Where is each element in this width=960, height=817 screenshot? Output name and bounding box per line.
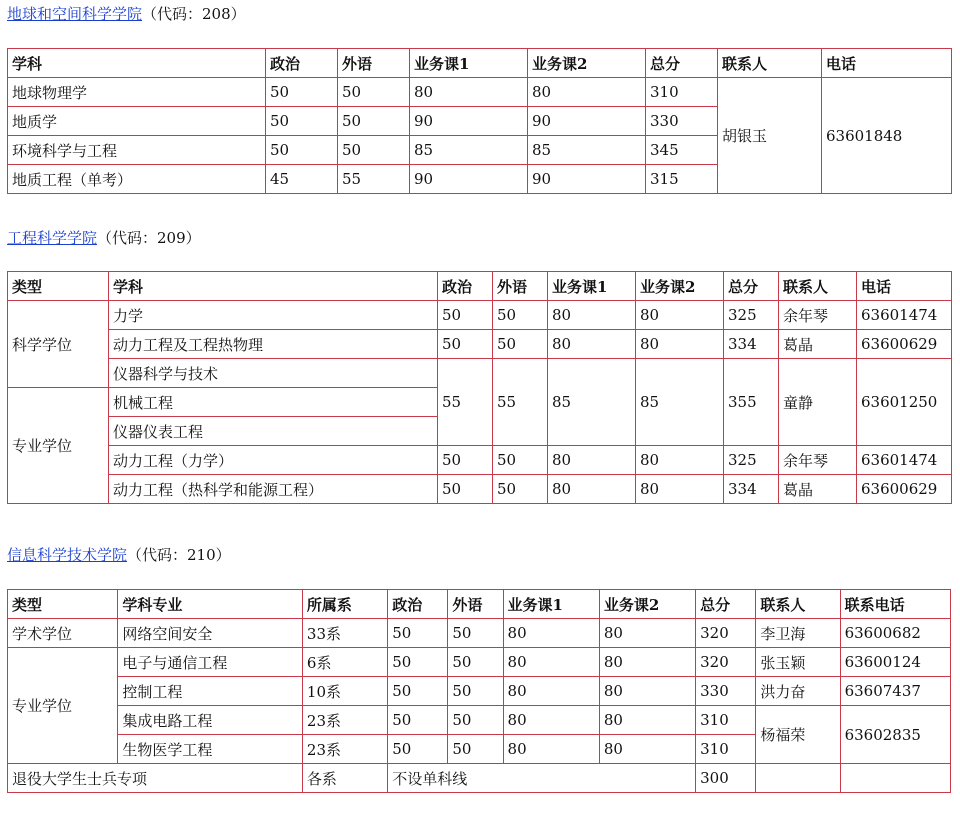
section-title-208: [7, 4, 246, 24]
phone-cell-empty: [840, 764, 950, 793]
course1-cell: 80: [548, 475, 636, 504]
subject-cell: 动力工程（力学）: [109, 446, 438, 475]
contact-cell: 葛晶: [779, 330, 857, 359]
table-row: [8, 78, 952, 107]
phone-cell: 63601848: [822, 78, 952, 194]
header-cell: 类型: [8, 590, 118, 619]
contact-cell: 杨福荣: [756, 706, 840, 764]
course2-cell: 90: [528, 107, 646, 136]
contact-cell: 童静: [779, 359, 857, 446]
header-cell: 业务课1: [410, 49, 528, 78]
type-cell: 专业学位: [8, 388, 109, 504]
course1-cell: 90: [410, 107, 528, 136]
phone-cell: 63600124: [840, 648, 950, 677]
type-cell: 科学学位: [8, 301, 109, 388]
header-cell: 联系人: [718, 49, 822, 78]
foreign-cell: 50: [448, 648, 503, 677]
total-cell: 355: [724, 359, 779, 446]
subject-cell: 地质工程（单考）: [8, 165, 266, 194]
politics-cell: 50: [266, 107, 338, 136]
header-cell: 政治: [266, 49, 338, 78]
contact-cell: 余年琴: [779, 446, 857, 475]
table-row: [8, 706, 951, 735]
phone-cell: 63600682: [840, 619, 950, 648]
politics-cell: 50: [266, 78, 338, 107]
total-cell: 320: [696, 619, 756, 648]
table-row: [8, 619, 951, 648]
course1-cell: 85: [548, 359, 636, 446]
politics-cell: 50: [438, 330, 493, 359]
politics-cell: 50: [388, 677, 448, 706]
politics-cell: 55: [438, 359, 493, 446]
score-table-209: [7, 271, 952, 504]
phone-cell: 63607437: [840, 677, 950, 706]
type-cell: 学术学位: [8, 619, 118, 648]
foreign-cell: 50: [448, 619, 503, 648]
subject-cell: 电子与通信工程: [118, 648, 303, 677]
foreign-cell: 50: [338, 107, 410, 136]
course1-cell: 90: [410, 165, 528, 194]
course2-cell: 80: [599, 648, 695, 677]
politics-cell: 50: [438, 446, 493, 475]
subject-cell: 集成电路工程: [118, 706, 303, 735]
dept-cell: 6系: [302, 648, 387, 677]
course2-cell: 90: [528, 165, 646, 194]
subject-cell: 环境科学与工程: [8, 136, 266, 165]
politics-cell: 50: [266, 136, 338, 165]
contact-cell: 余年琴: [779, 301, 857, 330]
header-cell: 业务课2: [528, 49, 646, 78]
contact-cell: 李卫海: [756, 619, 840, 648]
type-cell: 专业学位: [8, 648, 118, 764]
header-cell: 电话: [822, 49, 952, 78]
dept-cell: 23系: [302, 735, 387, 764]
foreign-cell: 50: [338, 78, 410, 107]
total-cell: 334: [724, 475, 779, 504]
header-cell: 业务课1: [548, 272, 636, 301]
college-link-210[interactable]: 信息科学技术学院: [7, 546, 128, 564]
table-header-row: [8, 49, 952, 78]
table-row: [8, 446, 952, 475]
foreign-cell: 50: [448, 677, 503, 706]
phone-cell: 63602835: [840, 706, 950, 764]
course1-cell: 85: [410, 136, 528, 165]
course1-cell: 80: [503, 677, 599, 706]
total-cell: 310: [696, 706, 756, 735]
subject-cell: 仪器仪表工程: [109, 417, 438, 446]
total-cell: 315: [646, 165, 718, 194]
header-cell: 业务课2: [599, 590, 695, 619]
header-cell: 外语: [338, 49, 410, 78]
course1-cell: 80: [548, 446, 636, 475]
college-link-208[interactable]: 地球和空间科学学院: [7, 5, 143, 23]
foreign-cell: 50: [448, 735, 503, 764]
phone-cell: 63601474: [857, 446, 952, 475]
course2-cell: 80: [636, 301, 724, 330]
header-cell: 政治: [438, 272, 493, 301]
table-row: [8, 475, 952, 504]
course1-cell: 80: [503, 648, 599, 677]
score-table-208: [7, 48, 952, 194]
total-cell: 300: [696, 764, 756, 793]
header-cell: 政治: [388, 590, 448, 619]
header-cell: 总分: [646, 49, 718, 78]
politics-cell: 50: [438, 475, 493, 504]
college-link-209[interactable]: 工程科学学院: [7, 229, 98, 247]
politics-cell: 50: [438, 301, 493, 330]
subject-cell: 仪器科学与技术: [109, 359, 438, 388]
foreign-cell: 50: [493, 446, 548, 475]
header-cell: 业务课2: [636, 272, 724, 301]
subject-cell: 动力工程及工程热物理: [109, 330, 438, 359]
foreign-cell: 50: [448, 706, 503, 735]
politics-cell: 50: [388, 706, 448, 735]
phone-cell: 63601474: [857, 301, 952, 330]
header-cell: 所属系: [302, 590, 387, 619]
header-cell: 联系电话: [840, 590, 950, 619]
subject-cell: 生物医学工程: [118, 735, 303, 764]
politics-cell: 50: [388, 735, 448, 764]
contact-cell: 张玉颖: [756, 648, 840, 677]
dept-cell: 10系: [302, 677, 387, 706]
foreign-cell: 50: [338, 136, 410, 165]
course1-cell: 80: [503, 619, 599, 648]
college-code-208: （代码：208）: [142, 5, 246, 23]
table-row: [8, 301, 952, 330]
foreign-cell: 50: [493, 301, 548, 330]
phone-cell: 63600629: [857, 330, 952, 359]
contact-cell: 葛晶: [779, 475, 857, 504]
subject-cell: 机械工程: [109, 388, 438, 417]
total-cell: 334: [724, 330, 779, 359]
course2-cell: 80: [636, 475, 724, 504]
course1-cell: 80: [548, 301, 636, 330]
header-cell: 联系人: [756, 590, 840, 619]
table-row: [8, 330, 952, 359]
dept-cell: 33系: [302, 619, 387, 648]
table-header-row: [8, 590, 951, 619]
course1-cell: 80: [503, 706, 599, 735]
foreign-cell: 50: [493, 330, 548, 359]
foreign-cell: 50: [493, 475, 548, 504]
course2-cell: 80: [599, 677, 695, 706]
course2-cell: 85: [636, 359, 724, 446]
contact-cell-empty: [756, 764, 840, 793]
subject-cell: 地质学: [8, 107, 266, 136]
foreign-cell: 55: [493, 359, 548, 446]
contact-cell: 洪力奋: [756, 677, 840, 706]
politics-cell: 50: [388, 648, 448, 677]
course2-cell: 80: [636, 330, 724, 359]
header-cell: 外语: [448, 590, 503, 619]
header-cell: 外语: [493, 272, 548, 301]
course1-cell: 80: [503, 735, 599, 764]
course2-cell: 80: [636, 446, 724, 475]
total-cell: 325: [724, 301, 779, 330]
total-cell: 310: [696, 735, 756, 764]
politics-cell: 50: [388, 619, 448, 648]
section-title-210: [7, 545, 231, 565]
course1-cell: 80: [410, 78, 528, 107]
header-cell: 联系人: [779, 272, 857, 301]
phone-cell: 63600629: [857, 475, 952, 504]
dept-cell: 23系: [302, 706, 387, 735]
header-cell: 业务课1: [503, 590, 599, 619]
dept-cell: 各系: [302, 764, 387, 793]
course2-cell: 80: [528, 78, 646, 107]
total-cell: 330: [646, 107, 718, 136]
foreign-cell: 55: [338, 165, 410, 194]
course2-cell: 80: [599, 706, 695, 735]
total-cell: 345: [646, 136, 718, 165]
course2-cell: 80: [599, 735, 695, 764]
politics-cell: 45: [266, 165, 338, 194]
total-cell: 320: [696, 648, 756, 677]
table-row: [8, 677, 951, 706]
course2-cell: 85: [528, 136, 646, 165]
college-code-209: （代码：209）: [97, 229, 201, 247]
total-cell: 330: [696, 677, 756, 706]
subject-cell: 网络空间安全: [118, 619, 303, 648]
header-cell: 电话: [857, 272, 952, 301]
college-code-210: （代码：210）: [127, 546, 231, 564]
table-row: [8, 648, 951, 677]
subject-cell: 力学: [109, 301, 438, 330]
table-header-row: [8, 272, 952, 301]
table-row-special: [8, 764, 951, 793]
course1-cell: 80: [548, 330, 636, 359]
total-cell: 310: [646, 78, 718, 107]
header-cell: 学科: [8, 49, 266, 78]
subject-cell: 地球物理学: [8, 78, 266, 107]
header-cell: 总分: [696, 590, 756, 619]
score-table-210: [7, 589, 951, 793]
section-title-209: [7, 228, 201, 248]
table-row: [8, 359, 952, 388]
contact-cell: 胡银玉: [718, 78, 822, 194]
header-cell: 学科: [109, 272, 438, 301]
note-cell: 不设单科线: [388, 764, 696, 793]
total-cell: 325: [724, 446, 779, 475]
subject-cell: 控制工程: [118, 677, 303, 706]
phone-cell: 63601250: [857, 359, 952, 446]
subject-cell: 动力工程（热科学和能源工程）: [109, 475, 438, 504]
special-label-cell: 退役大学生士兵专项: [8, 764, 303, 793]
header-cell: 学科专业: [118, 590, 303, 619]
course2-cell: 80: [599, 619, 695, 648]
header-cell: 总分: [724, 272, 779, 301]
header-cell: 类型: [8, 272, 109, 301]
